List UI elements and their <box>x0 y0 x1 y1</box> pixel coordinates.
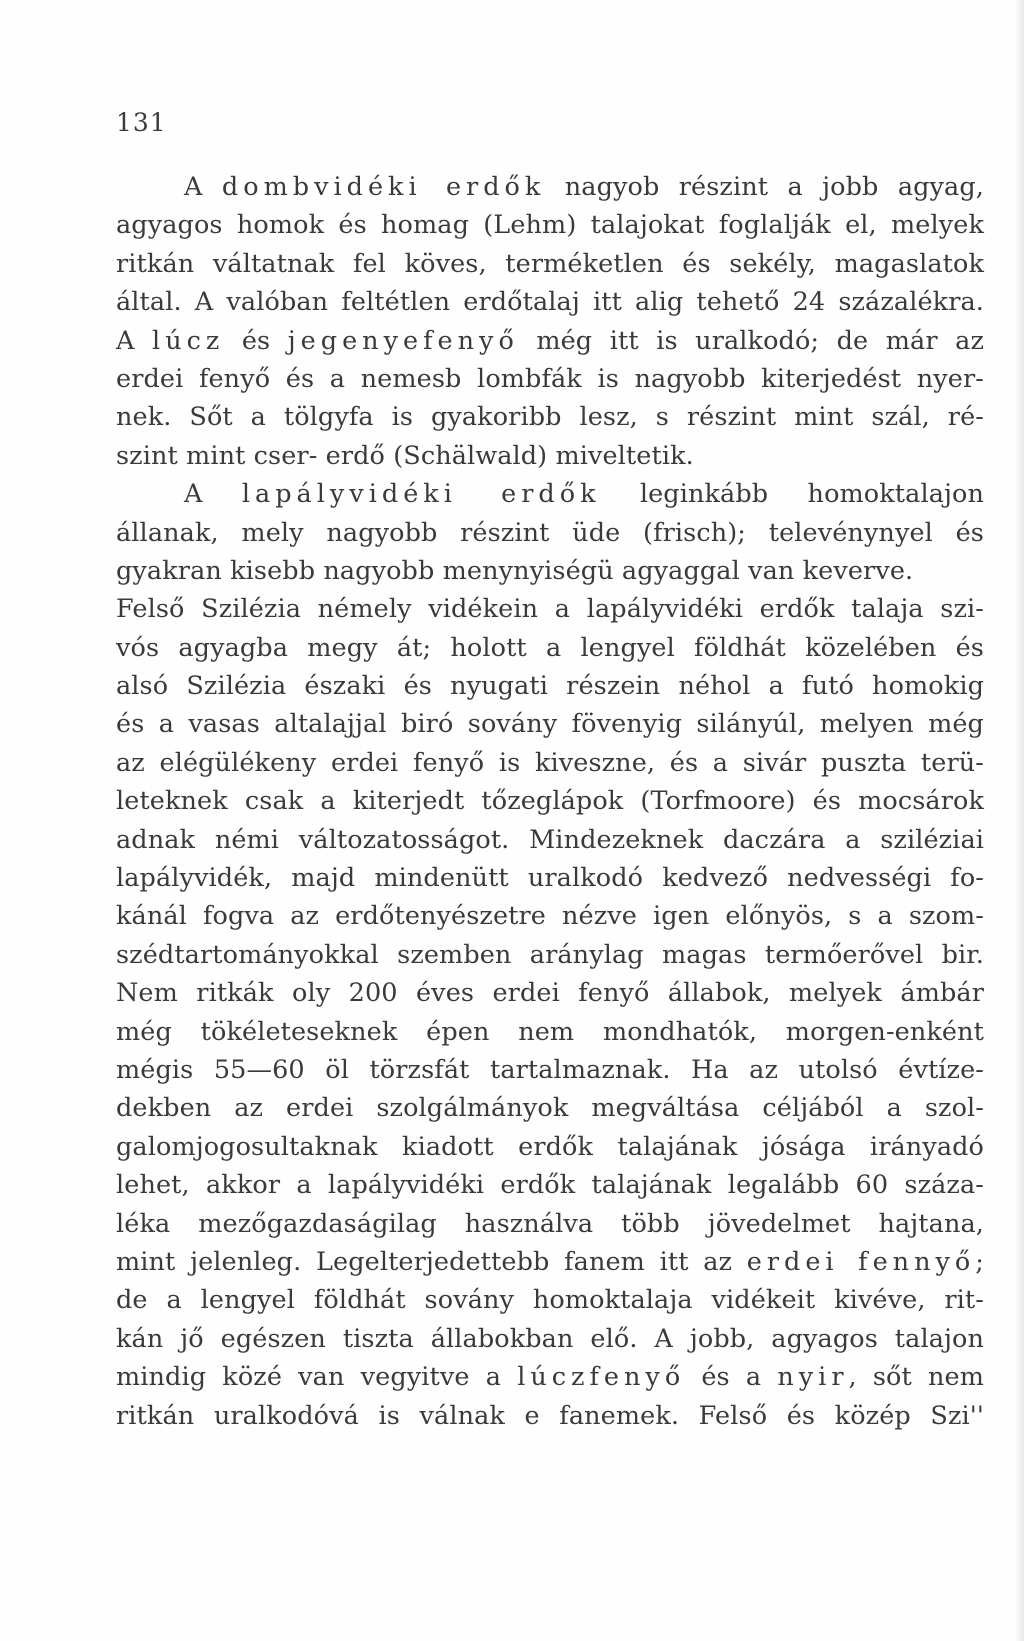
text-span: vós agyagba megy át; holott a lengyel földhát közelében és <box>116 632 984 663</box>
text-line <box>116 1089 984 1127</box>
text-span: galomjogosultaknak kiadott erdők talajának jósága irányadó <box>116 1131 984 1162</box>
text-span: lehet, akkor a lapályvidéki erdők talajának legalább 60 száza- <box>116 1170 984 1201</box>
text-line <box>116 245 984 283</box>
text-line <box>116 360 984 398</box>
text-span: agyagos homok és homag (Lehm) talajokat foglalják el, melyek <box>116 210 984 241</box>
emphasized-term: erdei fennyő <box>746 1246 976 1277</box>
body-text <box>116 168 984 1435</box>
text-span: lapályvidék, majd mindenütt uralkodó kedvező nedvességi fo- <box>116 863 984 894</box>
page-edge-shadow <box>1014 0 1024 1641</box>
text-line <box>116 897 984 935</box>
text-line <box>116 590 984 628</box>
text-line <box>116 744 984 782</box>
emphasized-term: jegenyefenyő <box>287 325 519 356</box>
text-span: még itt is uralkodó; de már az <box>518 325 984 356</box>
text-span: és a <box>685 1362 778 1393</box>
text-span: kánál fogva az erdőtenyészetre nézve igen előnyös, s a szom- <box>116 901 984 932</box>
text-span: , sőt nem <box>848 1362 984 1393</box>
text-line <box>116 1320 984 1358</box>
text-span: ritkán uralkodóvá is válnak e fanemek. Felső és közép Szi'' <box>116 1400 984 1431</box>
text-line <box>116 705 984 743</box>
text-line <box>116 1205 984 1243</box>
text-span: leteknek csak a kiterjedt tőzeglápok (Torfmoore) és mocsárok <box>116 786 984 817</box>
text-span: A <box>184 172 222 202</box>
text-line <box>116 475 984 513</box>
text-line <box>116 974 984 1012</box>
text-line <box>116 322 984 360</box>
text-span: állanak, mely nagyobb részint üde (frisch); televénynyel és <box>116 517 984 548</box>
emphasized-term: dombvidéki erdők <box>221 172 546 202</box>
text-span: mégis 55—60 öl törzsfát tartalmaznak. Ha az utolsó évtíze- <box>116 1054 984 1085</box>
text-span: az elégülékeny erdei fenyő is kiveszne, és a sivár puszta terü- <box>116 747 984 778</box>
text-span: erdei fenyő és a nemesb lombfák is nagyobb kiterjedést nyer- <box>116 363 984 394</box>
text-span: A <box>184 479 242 510</box>
page-number: 131 <box>116 108 167 137</box>
text-line <box>116 283 984 321</box>
text-span: kán jő egészen tiszta állabokban elő. A jobb, agyagos talajon <box>116 1323 984 1354</box>
text-span: mint jelenleg. Legelterjedettebb fanem itt az <box>116 1246 747 1277</box>
text-line <box>116 1166 984 1204</box>
emphasized-term: lúczfenyő <box>517 1362 686 1393</box>
text-line <box>116 1243 984 1281</box>
text-line <box>116 1051 984 1089</box>
text-line <box>116 168 984 206</box>
text-span: és a vasas altalajjal biró sovány fövenyig silányúl, melyen még <box>116 709 984 740</box>
emphasized-term: lapályvidéki erdők <box>241 479 601 510</box>
emphasized-term: nyir <box>777 1362 849 1393</box>
text-span: ; <box>975 1246 984 1277</box>
text-line <box>116 1358 984 1396</box>
text-span: léka mezőgazdaságilag használva több jövedelmet hajtana, <box>116 1208 984 1239</box>
text-line <box>116 1013 984 1051</box>
text-span: dekben az erdei szolgálmányok megváltása céljából a szol- <box>116 1093 984 1124</box>
text-span: és <box>224 325 288 356</box>
text-line <box>116 1397 984 1435</box>
text-span: által. A valóban feltétlen erdőtalaj itt alig tehető 24 százalékra. <box>116 287 984 318</box>
text-span: szint mint cser- erdő (Schälwald) miveltetik. <box>116 440 694 471</box>
text-line <box>116 206 984 244</box>
text-span: nek. Sőt a tölgyfa is gyakoribb lesz, s részint mint szál, ré- <box>116 402 984 433</box>
text-span: szédtartományokkal szemben aránylag magas termőerővel bir. <box>116 939 984 970</box>
text-span: ritkán váltatnak fel köves, terméketlen és sekély, magaslatok <box>116 248 984 279</box>
text-span: gyakran kisebb nagyobb menynyiségü agyaggal van keverve. <box>116 555 914 586</box>
text-span: Nem ritkák oly 200 éves erdei fenyő állabok, melyek ámbár <box>116 978 984 1009</box>
emphasized-term: lúcz <box>152 325 225 356</box>
text-span: leginkább homoktalajon <box>600 479 984 510</box>
text-line <box>116 667 984 705</box>
text-span: még tökéleteseknek épen nem mondhatók, morgen-enként <box>116 1016 984 1047</box>
text-line <box>116 1281 984 1319</box>
text-span: nagyob részint a jobb agyag, <box>545 172 984 202</box>
text-line <box>116 782 984 820</box>
text-span: mindig közé van vegyitve a <box>116 1362 518 1393</box>
text-line <box>116 398 984 436</box>
text-span: de a lengyel földhát sovány homoktalaja vidékeit kivéve, rit- <box>116 1285 984 1316</box>
text-line <box>116 1128 984 1166</box>
text-span: Felső Szilézia némely vidékein a lapályvidéki erdők talaja szi- <box>116 594 984 625</box>
text-line <box>116 936 984 974</box>
text-line <box>116 552 984 590</box>
text-line <box>116 437 984 475</box>
text-span: A <box>116 325 153 356</box>
text-span: alsó Szilézia északi és nyugati részein néhol a futó homokig <box>116 671 984 702</box>
text-span: adnak némi változatosságot. Mindezeknek daczára a sziléziai <box>116 824 984 855</box>
text-line <box>116 629 984 667</box>
text-line <box>116 821 984 859</box>
text-line <box>116 859 984 897</box>
text-line <box>116 514 984 552</box>
